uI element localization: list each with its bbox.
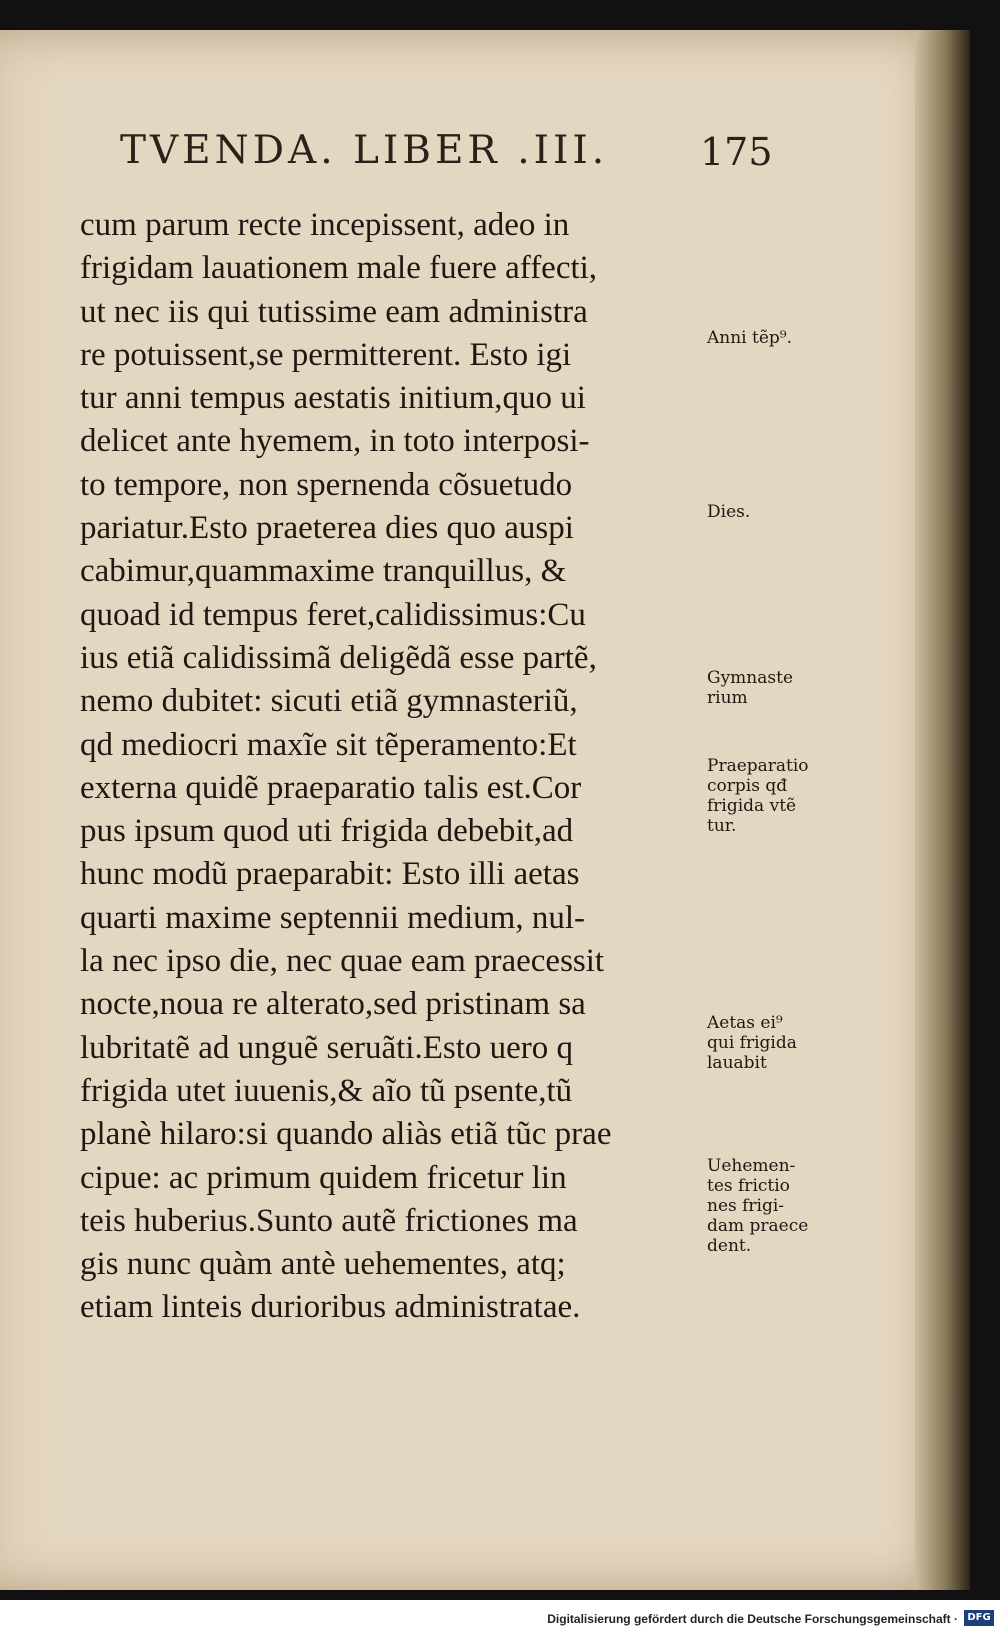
marginal-note-line: Uehemen- [707, 1156, 796, 1176]
marginal-note-line: Aetas ei⁹ [707, 1013, 783, 1033]
marginal-note-line: Dies. [707, 502, 751, 522]
body-text [80, 204, 705, 1330]
marginal-note-gymnasterium [707, 668, 793, 708]
text-line: hunc modũ praeparabit: Esto illi aetas [80, 856, 580, 893]
text-line: tur anni tempus aestatis initium,quo ui [80, 380, 586, 417]
text-line: qd mediocri maxĩe sit tẽperamento:Et [80, 726, 577, 763]
marginal-note-dies [707, 502, 750, 522]
marginal-note-uehementes [707, 1156, 808, 1256]
marginal-note-anni [707, 328, 792, 348]
text-line: re potuissent,se permitterent. Esto igi [80, 336, 572, 373]
text-line: nocte,noua re alterato,sed pristinam sa [80, 986, 586, 1023]
book-page [0, 30, 955, 1590]
marginal-note-line: qui frigida [707, 1033, 797, 1053]
marginal-note-line: lauabit [707, 1053, 767, 1073]
running-head-title: TVENDA. LIBER .III. [120, 128, 609, 173]
marginal-note-line: dam praece [707, 1216, 809, 1236]
text-line: cabimur,quammaxime tranquillus, & [80, 553, 567, 590]
text-line: ius etiã calidissimã deligẽdã esse partẽ, [80, 639, 597, 676]
text-line: cum parum recte incepissent, adeo in [80, 207, 570, 243]
text-line: frigida utet iuuenis,& aĩo tũ psente,tũ [80, 1072, 573, 1109]
text-line: lubritatẽ ad unguẽ seruãti.Esto uero q [80, 1029, 574, 1066]
marginal-note-line: Praeparatio [707, 756, 809, 776]
marginal-note-line: tes frictio [707, 1176, 790, 1196]
text-line: teis huberius.Sunto autẽ frictiones ma [80, 1202, 578, 1239]
text-line: externa quidẽ praeparatio talis est.Cor [80, 769, 582, 806]
page-edge-shadow [915, 30, 970, 1590]
text-line: pus ipsum quod uti frigida debebit,ad [80, 813, 574, 850]
marginal-note-line: Gymnaste [707, 668, 794, 688]
text-line: quarti maxime septennii medium, nul- [80, 899, 585, 936]
page-number: 175 [700, 130, 773, 174]
text-line: nemo dubitet: sicuti etiã gymnasteriũ, [80, 683, 578, 720]
digitization-credit: Digitalisierung gefördert durch die Deutsche Forschungsgemeinschaft · [547, 1612, 958, 1626]
text-line: la nec ipso die, nec quae eam praecessit [80, 943, 605, 980]
text-line: delicet ante hyemem, in toto interposi- [80, 423, 590, 460]
text-line: pariatur.Esto praeterea dies quo auspi [80, 510, 574, 547]
marginal-note-line: tur. [707, 816, 737, 836]
text-line: cipue: ac primum quidem fricetur lin [80, 1159, 567, 1196]
text-line: planè hilaro:si quando aliàs etiã tũc prae [80, 1116, 612, 1153]
text-line: to tempore, non spernenda cõsuetudo [80, 466, 573, 503]
marginal-note-aetas [707, 1013, 797, 1073]
marginal-note-line: nes frigi- [707, 1196, 785, 1216]
text-line: etiam linteis durioribus administratae. [80, 1289, 581, 1326]
text-line: quoad id tempus feret,calidissimus:Cu [80, 596, 586, 633]
marginal-note-line: rium [707, 688, 748, 708]
footer-bar [0, 1600, 1000, 1635]
text-line: ut nec iis qui tutissime eam administra [80, 293, 588, 330]
marginal-note-praeparatio [707, 756, 809, 836]
marginal-note-line: Anni tẽp⁹. [707, 328, 793, 348]
text-line: frigidam lauationem male fuere affecti, [80, 250, 598, 287]
marginal-note-line: frigida vtẽ [707, 796, 797, 816]
marginal-note-line: dent. [707, 1236, 752, 1256]
marginal-note-line: corpis qđ [707, 776, 788, 796]
text-line: gis nunc quàm antè uehementes, atq; [80, 1246, 566, 1283]
dfg-logo: DFG [964, 1610, 994, 1626]
